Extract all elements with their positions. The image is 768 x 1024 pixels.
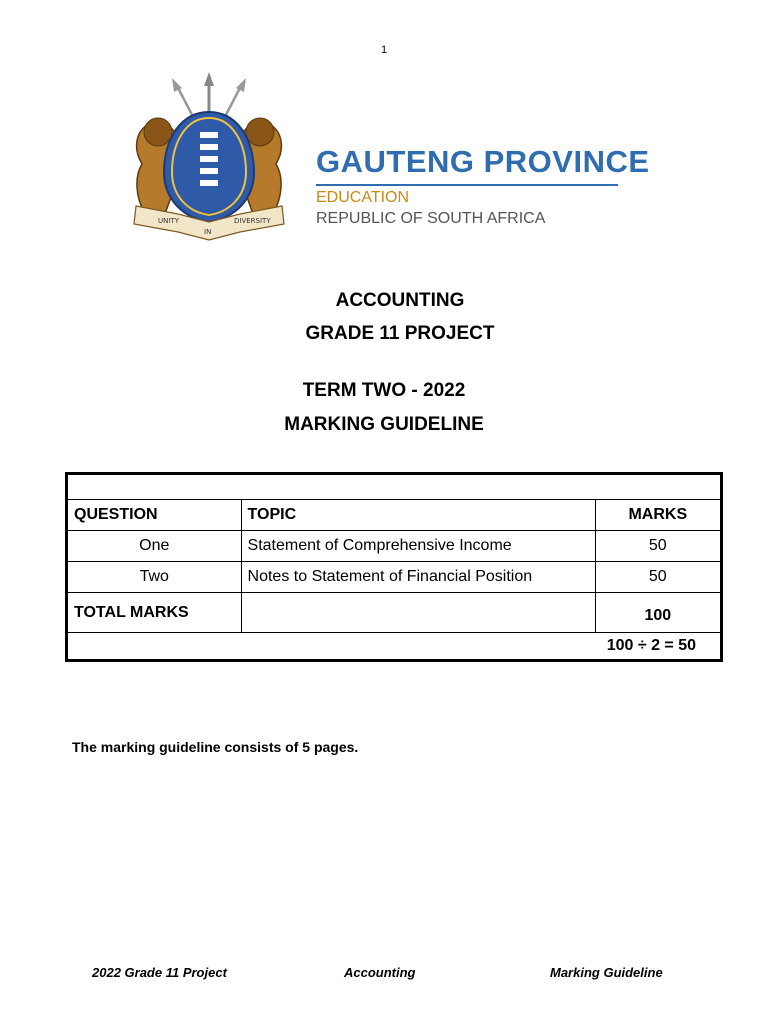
footer-center: Accounting [344,965,416,980]
marks-conversion: 100 ÷ 2 = 50 [67,633,722,661]
letterhead [96,72,650,247]
header-marks: MARKS [595,500,721,531]
total-empty-cell [241,593,595,633]
org-name: GAUTENG PROVINCE [316,144,650,179]
table-total-row [67,593,722,633]
motto-word: UNITY [158,217,179,225]
question-cell: Two [67,562,242,593]
table-row [67,562,722,593]
question-cell: One [67,531,242,562]
header-question: QUESTION [67,500,242,531]
table-header-row [67,500,722,531]
document-type-title: MARKING GUIDELINE [284,414,484,435]
footer-left: 2022 Grade 11 Project [92,965,227,980]
motto-word: DIVERSITY [234,217,271,225]
coat-of-arms-logo [114,72,304,242]
org-department: EDUCATION [316,189,410,206]
org-name-underline [316,184,618,186]
subject-title: ACCOUNTING [335,290,465,311]
marks-cell: 50 [595,531,721,562]
topic-cell: Notes to Statement of Financial Position [241,562,595,593]
term-title: TERM TWO - 2022 [302,380,466,401]
project-title: GRADE 11 PROJECT [305,323,495,344]
page-number: 1 [380,44,388,56]
table-conversion-row [67,633,722,661]
total-marks: 100 [595,593,721,633]
table-spacer-cell [67,474,722,500]
header-topic: TOPIC [241,500,595,531]
org-country: REPUBLIC OF SOUTH AFRICA [316,210,546,227]
marks-cell: 50 [595,562,721,593]
page-count-note: The marking guideline consists of 5 pages. [72,739,359,755]
footer-right: Marking Guideline [550,965,663,980]
table-spacer-row [67,474,722,500]
motto-word: IN [204,228,212,236]
total-label: TOTAL MARKS [67,593,242,633]
table-row [67,531,722,562]
marks-table [65,472,723,662]
topic-cell: Statement of Comprehensive Income [241,531,595,562]
